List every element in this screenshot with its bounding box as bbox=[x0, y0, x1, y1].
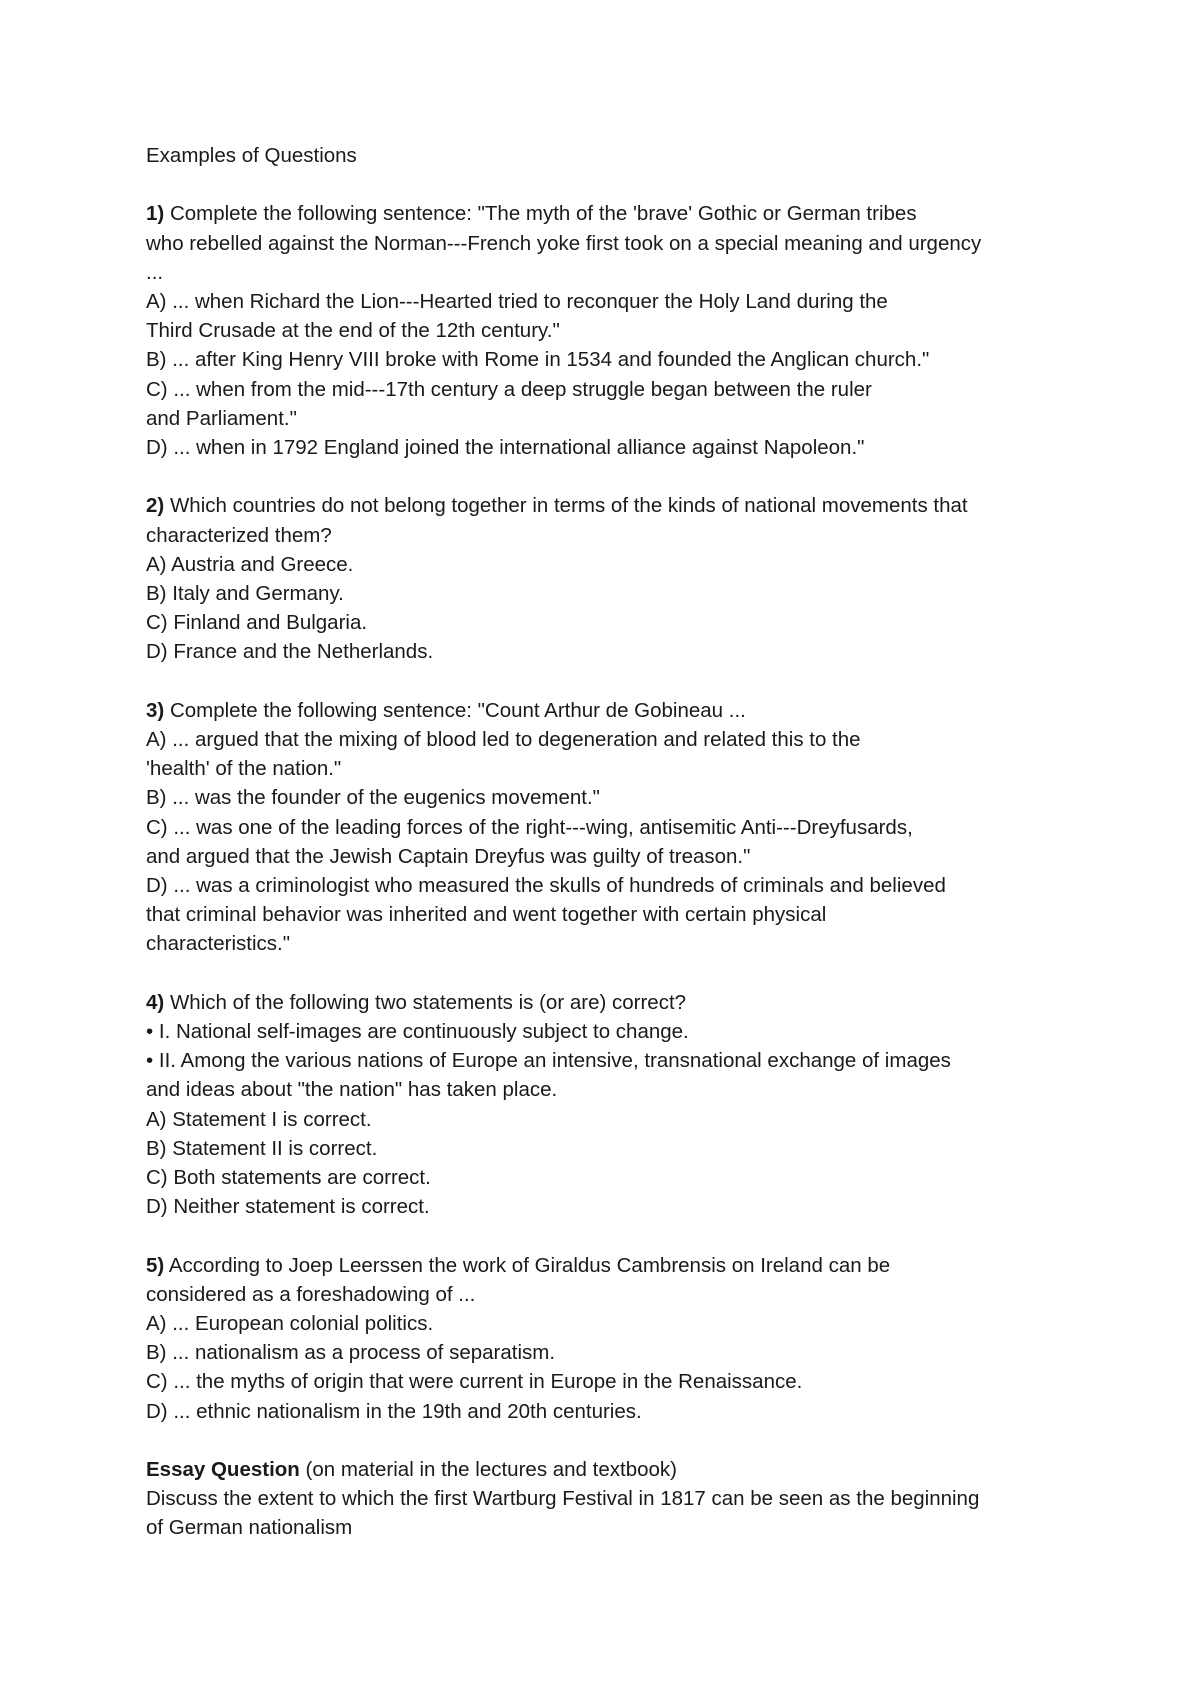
essay-text: Discuss the extent to which the first Wartburg Festival in 1817 can be seen as the beginning bbox=[146, 1487, 980, 1511]
question-line: considered as a foreshadowing of ... bbox=[146, 1282, 476, 1306]
statement-item: • I. National self-images are continuously subject to change. bbox=[146, 1020, 689, 1044]
statement-item: and ideas about "the nation" has taken place. bbox=[146, 1078, 558, 1102]
question-text: Complete the following sentence: "Count Arthur de Gobineau ... bbox=[169, 698, 746, 722]
answer-option: A) ... European colonial politics. bbox=[146, 1312, 434, 1336]
question-line: characterized them? bbox=[146, 523, 332, 547]
answer-option: C) Both statements are correct. bbox=[146, 1166, 431, 1190]
question-number: 1) bbox=[146, 202, 165, 226]
answer-option: and argued that the Jewish Captain Dreyfus was guilty of treason." bbox=[146, 844, 751, 868]
answer-option: B) ... nationalism as a process of separatism. bbox=[146, 1341, 556, 1365]
answer-option: D) ... ethnic nationalism in the 19th and 20th centuries. bbox=[146, 1399, 642, 1423]
question-number: 4) bbox=[146, 990, 165, 1014]
answer-option: that criminal behavior was inherited and went together with certain physical bbox=[146, 903, 827, 927]
answer-option: D) Neither statement is correct. bbox=[146, 1195, 430, 1219]
answer-option: B) ... was the founder of the eugenics movement." bbox=[146, 786, 600, 810]
question-3 bbox=[146, 696, 1086, 959]
answer-option: D) ... when in 1792 England joined the international alliance against Napoleon." bbox=[146, 436, 865, 460]
answer-option: C) ... the myths of origin that were current in Europe in the Renaissance. bbox=[146, 1370, 803, 1394]
answer-option: B) Italy and Germany. bbox=[146, 582, 344, 606]
answer-option: D) ... was a criminologist who measured the skulls of hundreds of criminals and believed bbox=[146, 874, 946, 898]
answer-option: characteristics." bbox=[146, 932, 290, 956]
answer-option: D) France and the Netherlands. bbox=[146, 640, 434, 664]
question-5 bbox=[146, 1251, 1086, 1426]
question-text: Which of the following two statements is (or are) correct? bbox=[169, 990, 687, 1014]
question-1 bbox=[146, 199, 1086, 462]
essay-label: Essay Question bbox=[146, 1458, 300, 1482]
answer-option: and Parliament." bbox=[146, 406, 297, 430]
document-heading: Examples of Questions bbox=[146, 144, 357, 167]
answer-option: 'health' of the nation." bbox=[146, 757, 342, 781]
answer-option: C) Finland and Bulgaria. bbox=[146, 611, 368, 635]
question-line: who rebelled against the Norman---French yoke first took on a special meaning and urgency bbox=[146, 231, 982, 255]
question-number: 3) bbox=[146, 698, 165, 722]
question-text: According to Joep Leerssen the work of Giraldus Cambrensis on Ireland can be bbox=[168, 1253, 891, 1277]
statement-item: • II. Among the various nations of Europe an intensive, transnational exchange of images bbox=[146, 1049, 951, 1073]
answer-option: A) ... when Richard the Lion---Hearted tried to reconquer the Holy Land during the bbox=[146, 290, 888, 313]
question-4 bbox=[146, 988, 1086, 1222]
answer-option: B) ... after King Henry VIII broke with Rome in 1534 and founded the Anglican church." bbox=[146, 348, 930, 372]
answer-option: A) Statement I is correct. bbox=[146, 1107, 372, 1131]
answer-option: C) ... was one of the leading forces of the right---wing, antisemitic Anti---Dreyfusards, bbox=[146, 815, 913, 839]
document-body bbox=[146, 141, 1086, 1543]
essay-question bbox=[146, 1455, 1086, 1543]
question-text: Which countries do not belong together in terms of the kinds of national movements that bbox=[169, 494, 968, 518]
answer-option: A) Austria and Greece. bbox=[146, 552, 354, 576]
answer-option: A) ... argued that the mixing of blood led to degeneration and related this to the bbox=[146, 728, 861, 752]
question-number: 2) bbox=[146, 494, 165, 518]
question-2 bbox=[146, 491, 1086, 666]
question-line: ... bbox=[146, 260, 164, 284]
answer-option: C) ... when from the mid---17th century a deep struggle began between the ruler bbox=[146, 377, 872, 401]
question-text: Complete the following sentence: "The myth of the 'brave' Gothic or German tribes bbox=[169, 202, 917, 226]
essay-text: of German nationalism bbox=[146, 1516, 353, 1540]
answer-option: Third Crusade at the end of the 12th century." bbox=[146, 319, 560, 343]
essay-note: (on material in the lectures and textbook) bbox=[299, 1458, 677, 1482]
answer-option: B) Statement II is correct. bbox=[146, 1136, 378, 1160]
question-number: 5) bbox=[146, 1253, 165, 1277]
